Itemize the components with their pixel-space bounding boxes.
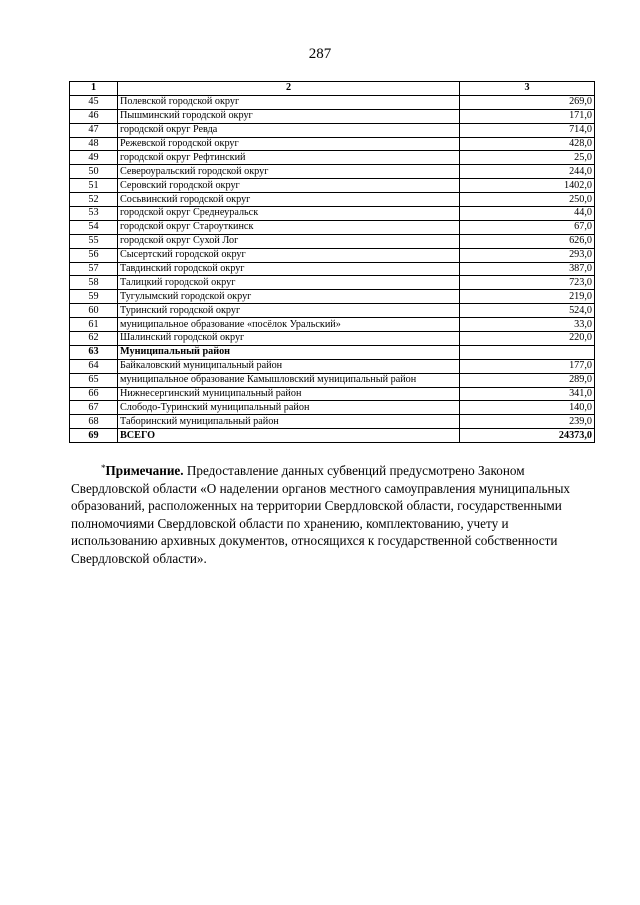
cell-name: Байкаловский муниципальный район — [118, 359, 460, 373]
page-number: 287 — [308, 46, 332, 62]
footnote-text: Предоставление данных субвенций предусмотрено Законом Свердловской области «О наделении органов местного самоуправления муниципальных образований, расположенных на территории Свердловской области, государственными полномочиями Свердловской области по хранению, комплектованию, учету и использованию архивных документов, относящихся к государственной собственности Свердловской области». — [71, 463, 571, 566]
cell-number: 69 — [70, 429, 118, 443]
table-row — [70, 248, 595, 262]
table-row — [70, 290, 595, 304]
cell-name: муниципальное образование «посёлок Уральский» — [118, 318, 460, 332]
cell-number: 65 — [70, 373, 118, 387]
table-row — [70, 109, 595, 123]
table-row — [70, 345, 595, 359]
cell-number: 58 — [70, 276, 118, 290]
cell-name: Североуральский городской округ — [118, 165, 460, 179]
cell-name: Тугулымский городской округ — [118, 290, 460, 304]
cell-name: Серовский городской округ — [118, 179, 460, 193]
table-row — [70, 276, 595, 290]
cell-name: Нижнесергинский муниципальный район — [118, 387, 460, 401]
cell-name: Туринский городской округ — [118, 304, 460, 318]
cell-number: 63 — [70, 345, 118, 359]
footnote-paragraph — [71, 462, 571, 567]
cell-name: городской округ Староуткинск — [118, 220, 460, 234]
table-row — [70, 165, 595, 179]
cell-number: 55 — [70, 234, 118, 248]
cell-name: Режевской городской округ — [118, 137, 460, 151]
cell-value: 33,0 — [460, 318, 595, 332]
cell-value: 44,0 — [460, 207, 595, 221]
cell-name: Пышминский городской округ — [118, 109, 460, 123]
cell-value: 244,0 — [460, 165, 595, 179]
cell-value: 220,0 — [460, 332, 595, 346]
cell-number: 52 — [70, 193, 118, 207]
cell-name: Талицкий городской округ — [118, 276, 460, 290]
cell-value: 714,0 — [460, 123, 595, 137]
table-row — [70, 95, 595, 109]
table-row — [70, 234, 595, 248]
table-row — [70, 387, 595, 401]
table-row — [70, 123, 595, 137]
cell-value: 177,0 — [460, 359, 595, 373]
table-row — [70, 207, 595, 221]
subvention-table — [69, 81, 595, 443]
cell-value: 289,0 — [460, 373, 595, 387]
cell-number: 59 — [70, 290, 118, 304]
cell-number: 66 — [70, 387, 118, 401]
cell-value: 219,0 — [460, 290, 595, 304]
cell-value: 723,0 — [460, 276, 595, 290]
column-header-value: 3 — [460, 82, 595, 96]
table-row — [70, 304, 595, 318]
cell-name: Таборинский муниципальный район — [118, 415, 460, 429]
table-row — [70, 220, 595, 234]
cell-number: 53 — [70, 207, 118, 221]
cell-value: 140,0 — [460, 401, 595, 415]
cell-name: городской округ Сухой Лог — [118, 234, 460, 248]
column-header-name: 2 — [118, 82, 460, 96]
table-row — [70, 359, 595, 373]
cell-name: Сосьвинский городской округ — [118, 193, 460, 207]
cell-value: 24373,0 — [460, 429, 595, 443]
table-row — [70, 373, 595, 387]
cell-value: 250,0 — [460, 193, 595, 207]
cell-name: ВСЕГО — [118, 429, 460, 443]
table-header-row — [70, 82, 595, 96]
cell-value: 269,0 — [460, 95, 595, 109]
footnote-label: Примечание. — [105, 463, 184, 478]
table-row — [70, 318, 595, 332]
table-row — [70, 429, 595, 443]
cell-value: 626,0 — [460, 234, 595, 248]
cell-number: 48 — [70, 137, 118, 151]
cell-number: 67 — [70, 401, 118, 415]
cell-number: 54 — [70, 220, 118, 234]
cell-name: Слободо-Туринский муниципальный район — [118, 401, 460, 415]
cell-number: 46 — [70, 109, 118, 123]
cell-name: Тавдинский городской округ — [118, 262, 460, 276]
table-row — [70, 401, 595, 415]
cell-number: 49 — [70, 151, 118, 165]
table-row — [70, 332, 595, 346]
cell-number: 51 — [70, 179, 118, 193]
cell-value: 387,0 — [460, 262, 595, 276]
cell-name: Полевской городской округ — [118, 95, 460, 109]
table-body — [70, 95, 595, 442]
cell-number: 47 — [70, 123, 118, 137]
table-row — [70, 179, 595, 193]
footnote — [71, 462, 571, 567]
cell-name: Шалинский городской округ — [118, 332, 460, 346]
cell-name: муниципальное образование Камышловский муниципальный район — [118, 373, 460, 387]
cell-number: 56 — [70, 248, 118, 262]
cell-value: 293,0 — [460, 248, 595, 262]
cell-number: 61 — [70, 318, 118, 332]
table-row — [70, 151, 595, 165]
cell-value: 67,0 — [460, 220, 595, 234]
cell-value: 1402,0 — [460, 179, 595, 193]
cell-value: 239,0 — [460, 415, 595, 429]
cell-value: 25,0 — [460, 151, 595, 165]
cell-number: 45 — [70, 95, 118, 109]
column-header-number: 1 — [70, 82, 118, 96]
cell-name: городской округ Ревда — [118, 123, 460, 137]
table-row — [70, 262, 595, 276]
cell-value: 171,0 — [460, 109, 595, 123]
cell-number: 62 — [70, 332, 118, 346]
table-row — [70, 137, 595, 151]
cell-name: городской округ Рефтинский — [118, 151, 460, 165]
cell-number: 50 — [70, 165, 118, 179]
cell-name: Муниципальный район — [118, 345, 460, 359]
cell-name: городской округ Среднеуральск — [118, 207, 460, 221]
cell-number: 64 — [70, 359, 118, 373]
table-row — [70, 193, 595, 207]
cell-number: 60 — [70, 304, 118, 318]
cell-value: 428,0 — [460, 137, 595, 151]
cell-name: Сысертский городской округ — [118, 248, 460, 262]
cell-value: 524,0 — [460, 304, 595, 318]
cell-number: 68 — [70, 415, 118, 429]
cell-value: 341,0 — [460, 387, 595, 401]
cell-number: 57 — [70, 262, 118, 276]
footnote-asterisk: * — [101, 463, 106, 473]
cell-value — [460, 345, 595, 359]
table-row — [70, 415, 595, 429]
